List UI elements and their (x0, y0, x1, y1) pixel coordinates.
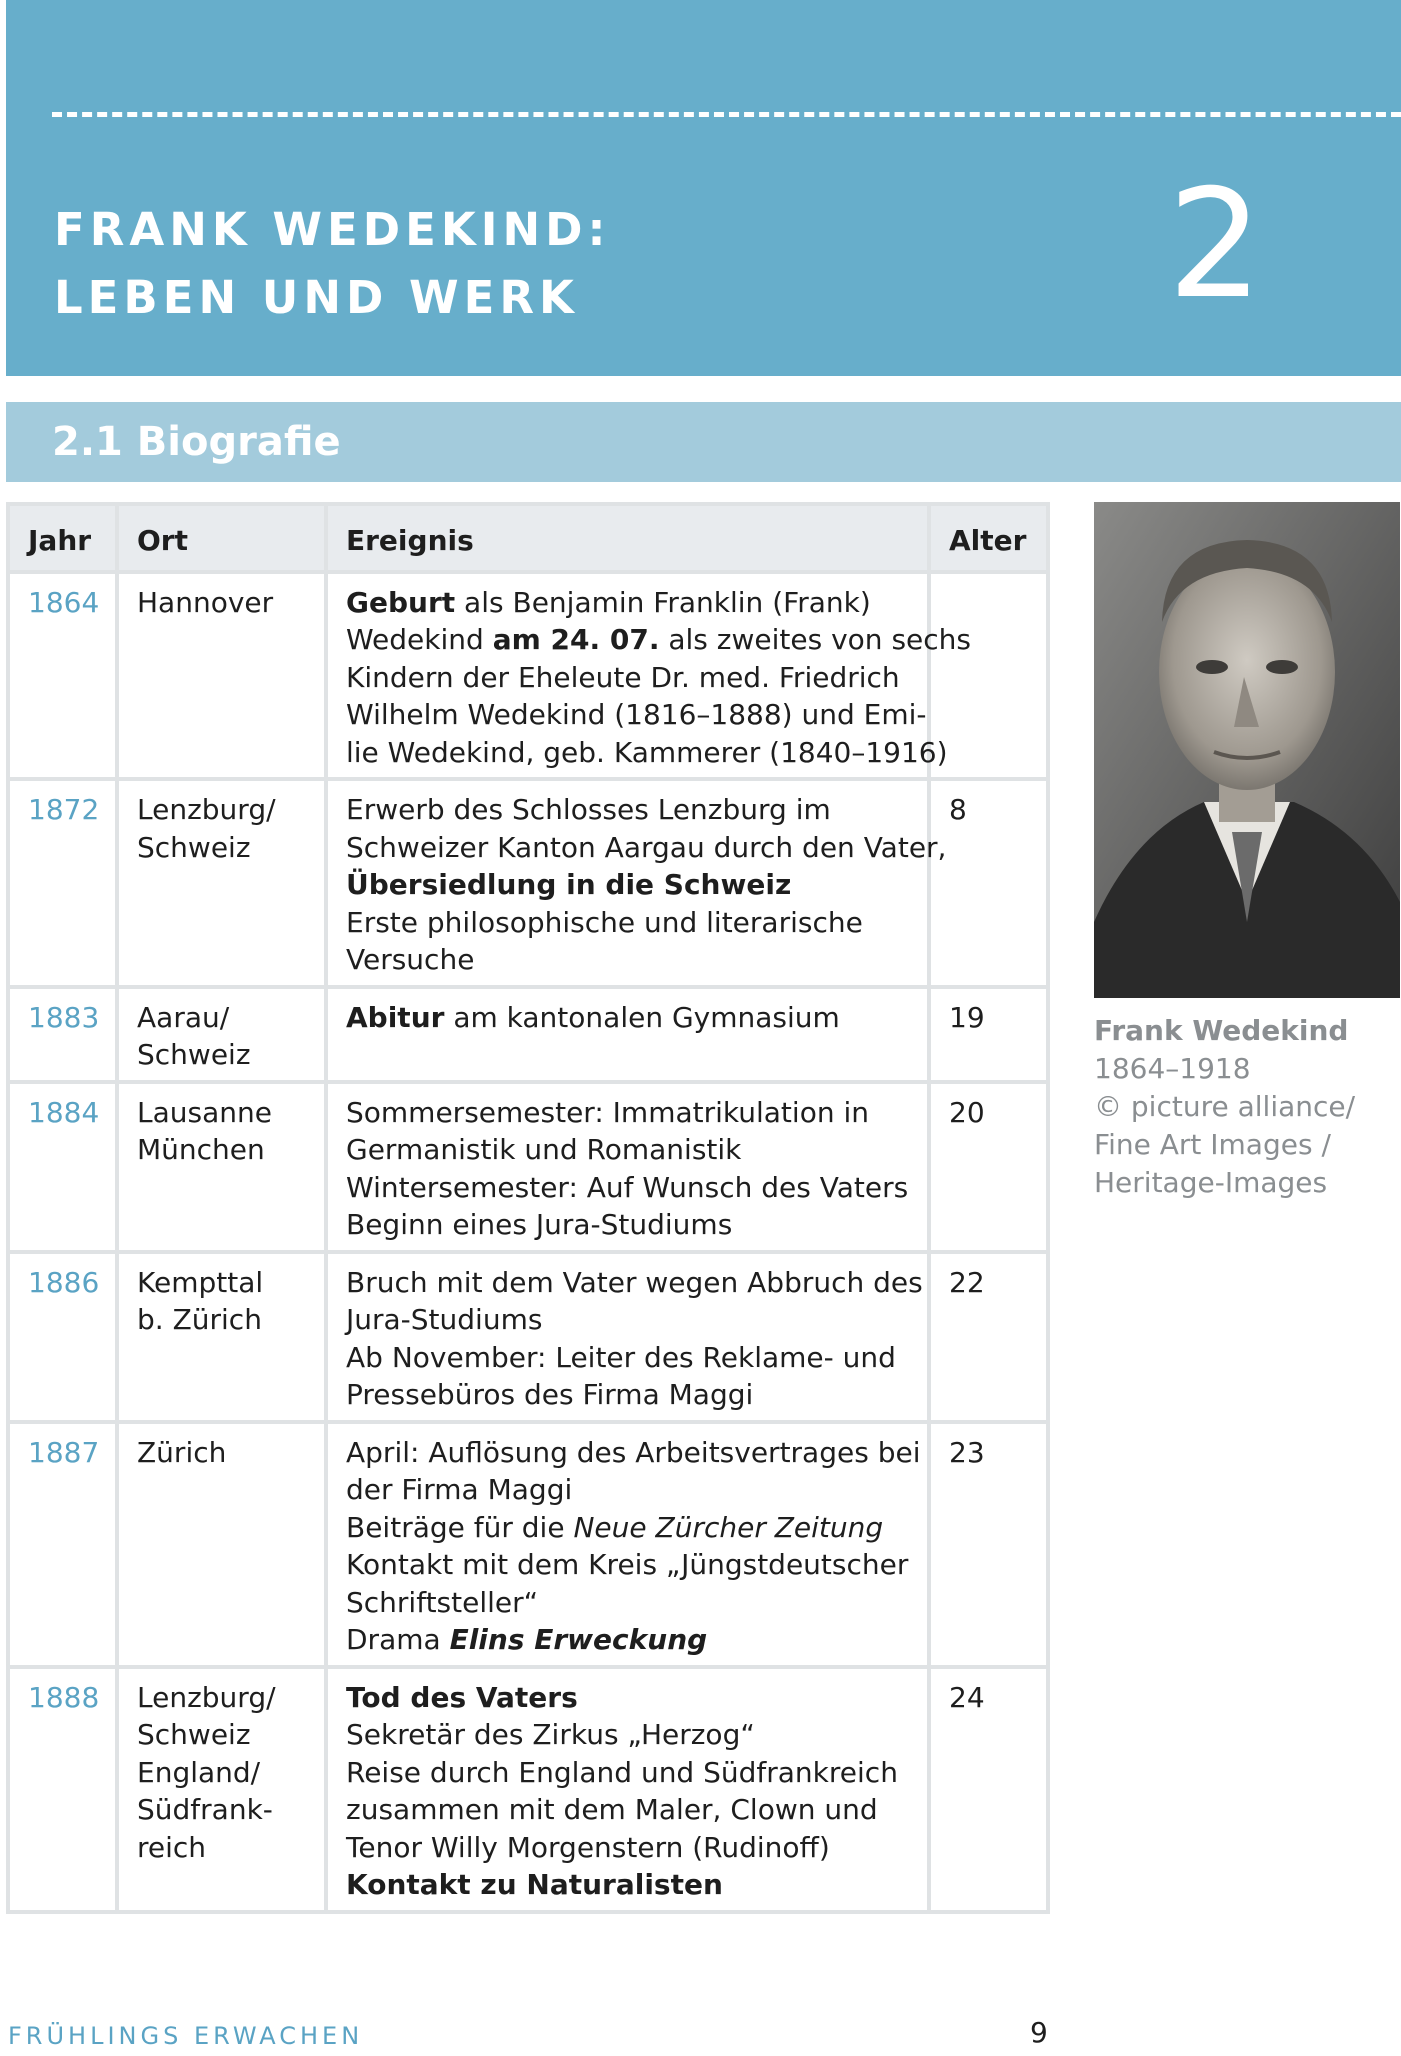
cell-year: 1884 (8, 1082, 117, 1252)
cell-place (117, 1422, 326, 1667)
event-text: Kindern der Eheleute Dr. med. Friedrich (346, 660, 900, 694)
event-line (346, 1584, 909, 1622)
event-text: der Firma Maggi (346, 1473, 573, 1506)
event-text: Kontakt mit dem Kreis „Jüngstdeutscher (346, 1548, 909, 1581)
event-text: Übersiedlung in die Schweiz (346, 868, 792, 901)
cell-year: 1887 (8, 1422, 117, 1667)
event-text: Abitur (346, 1000, 445, 1034)
table-row (8, 1667, 1048, 1912)
cell-event (326, 1667, 929, 1912)
cell-event (326, 572, 971, 780)
event-text: Schweizer Kanton Aargau durch den Vater, (346, 830, 947, 864)
biography-table (6, 502, 1050, 1914)
cell-age: 19 (929, 987, 1048, 1082)
event-text: Sekretär des Zirkus „Herzog“ (346, 1718, 755, 1751)
event-line (346, 1169, 909, 1207)
cell-year: 1883 (8, 987, 117, 1082)
cell-place (117, 1667, 326, 1912)
event-line (346, 734, 948, 772)
cell-event (326, 1422, 929, 1667)
portrait-image (1094, 502, 1400, 998)
place-line: England/ (137, 1755, 261, 1789)
cell-year: 1872 (8, 779, 117, 987)
caption-line: 1864–1918 (1094, 1052, 1251, 1085)
event-text: am 24. 07. (492, 623, 660, 656)
caption-line: Heritage-Images (1094, 1166, 1328, 1199)
event-line (346, 1094, 909, 1132)
event-text: Germanistik und Romanistik (346, 1133, 742, 1166)
chapter-title (54, 196, 611, 332)
place-line: Lausanne (137, 1095, 272, 1129)
place-line: Schweiz (137, 830, 251, 864)
event-text: Ab November: Leiter des Reklame- und (346, 1340, 896, 1374)
event-line (346, 1546, 909, 1584)
cell-year: 1886 (8, 1252, 117, 1422)
event-text: April: Auflösung des Arbeitsvertrages bei (346, 1435, 921, 1469)
photo-caption (1094, 1012, 1355, 1202)
table-body (8, 572, 1048, 1912)
event-line (346, 1791, 909, 1829)
place-line: Aarau/ (137, 1000, 230, 1034)
event-line (346, 999, 909, 1037)
event-text: Geburt (346, 585, 456, 619)
cell-place (117, 572, 326, 780)
event-text: Versuche (346, 943, 475, 976)
event-line (346, 1509, 909, 1547)
event-line (346, 621, 971, 659)
event-line (346, 1206, 909, 1244)
cell-event (326, 779, 947, 987)
header-year: Jahr (8, 504, 117, 572)
event-text: Erwerb des Schlosses Lenzburg im (346, 793, 831, 826)
event-line (346, 1376, 909, 1414)
table-row (8, 1422, 1048, 1667)
event-line (346, 1339, 909, 1377)
event-line (346, 791, 909, 829)
cell-year: 1888 (8, 1667, 117, 1912)
caption-line: © picture alliance/ (1094, 1090, 1356, 1123)
event-text: Wedekind (346, 623, 493, 656)
place-line: Schweiz (137, 1718, 251, 1751)
chapter-title-line-2: LEBEN UND WERK (54, 271, 579, 324)
event-line (346, 866, 909, 904)
event-line (346, 1716, 909, 1754)
cell-age: 20 (929, 1082, 1048, 1252)
event-text: zusammen mit dem Maler, Clown und (346, 1793, 878, 1826)
header-place: Ort (117, 504, 326, 572)
header-event: Ereignis (326, 504, 929, 572)
place-line: Hannover (137, 585, 274, 619)
place-line: Schweiz (137, 1038, 251, 1071)
event-text: als Benjamin Franklin (Frank) (455, 585, 871, 619)
event-text: Elins Erweckung (449, 1623, 708, 1656)
event-line (346, 1471, 909, 1509)
dashed-divider (52, 112, 1401, 117)
event-line (346, 1621, 909, 1659)
place-line: b. Zürich (137, 1303, 262, 1336)
event-line (346, 1264, 923, 1302)
place-line: Südfrank- (137, 1793, 273, 1826)
event-text: Kontakt zu Naturalisten (346, 1868, 723, 1901)
event-text: Pressebüros des Firma Maggi (346, 1378, 754, 1411)
cell-place (117, 1082, 326, 1252)
event-line (346, 659, 909, 697)
event-line (346, 1131, 909, 1169)
cell-age: 24 (929, 1667, 1048, 1912)
event-line (346, 584, 909, 622)
place-line: Lenzburg/ (137, 1680, 276, 1714)
footer-book-title: FRÜHLINGS ERWACHEN (8, 2022, 364, 2050)
table-row (8, 572, 1048, 780)
event-text: Tod des Vaters (346, 1680, 578, 1714)
place-line: Lenzburg/ (137, 793, 276, 826)
cell-age: 23 (929, 1422, 1048, 1667)
cell-age: 22 (929, 1252, 1048, 1422)
event-text: Wilhelm Wedekind (1816–1888) und Emi- (346, 698, 927, 731)
table-row (8, 1082, 1048, 1252)
cell-place (117, 987, 326, 1082)
cell-year: 1864 (8, 572, 117, 780)
event-text: Jura-Studiums (346, 1303, 543, 1336)
place-line: reich (137, 1830, 207, 1864)
event-text: Beginn eines Jura-Studiums (346, 1208, 733, 1241)
place-line: München (137, 1133, 265, 1166)
event-text: Tenor Willy Morgenstern (Rudinoff) (346, 1830, 830, 1864)
chapter-number: 2 (1167, 158, 1263, 332)
event-line (346, 1301, 909, 1339)
table-row (8, 1252, 1048, 1422)
event-text: lie Wedekind, geb. Kammerer (1840–1916) (346, 735, 948, 769)
event-line (346, 1754, 909, 1792)
caption-line: Fine Art Images / (1094, 1128, 1331, 1161)
header-age: Alter (929, 504, 1048, 572)
event-text: am kantonalen Gymnasium (444, 1000, 840, 1034)
event-text: Schriftsteller“ (346, 1585, 539, 1619)
event-line (346, 1829, 909, 1867)
cell-place (117, 779, 326, 987)
place-line: Kempttal (137, 1265, 264, 1299)
event-text: als zweites von sechs (659, 623, 971, 656)
chapter-title-line-1: FRANK WEDEKIND: (54, 203, 611, 256)
cell-event (326, 1252, 929, 1422)
event-text: Bruch mit dem Vater wegen Abbruch des (346, 1265, 923, 1299)
cell-event (326, 987, 929, 1082)
event-text: Reise durch England und Südfrankreich (346, 1755, 898, 1789)
table-row (8, 987, 1048, 1082)
event-text: Drama (346, 1623, 450, 1656)
event-text: Neue Zürcher Zeitung (573, 1510, 884, 1544)
table-header-row (8, 504, 1048, 572)
section-title: 2.1 Biografie (52, 419, 341, 465)
place-line: Zürich (137, 1435, 227, 1469)
portrait-photo (1094, 502, 1400, 998)
event-text: Erste philosophische und literarische (346, 905, 863, 939)
event-line (346, 904, 909, 942)
event-line (346, 1866, 909, 1904)
event-line (346, 941, 909, 979)
event-line (346, 696, 927, 734)
table-row (8, 779, 1048, 987)
footer-page-number: 9 (1030, 2016, 1048, 2049)
cell-age: 8 (929, 779, 1048, 987)
event-text: Wintersemester: Auf Wunsch des Vaters (346, 1170, 909, 1204)
event-line (346, 1679, 909, 1717)
event-line (346, 1434, 921, 1472)
caption-name: Frank Wedekind (1094, 1014, 1349, 1047)
event-line (346, 829, 947, 867)
cell-place (117, 1252, 326, 1422)
cell-event (326, 1082, 929, 1252)
event-text: Sommersemester: Immatrikulation in (346, 1095, 869, 1129)
event-text: Beiträge für die (346, 1510, 574, 1544)
